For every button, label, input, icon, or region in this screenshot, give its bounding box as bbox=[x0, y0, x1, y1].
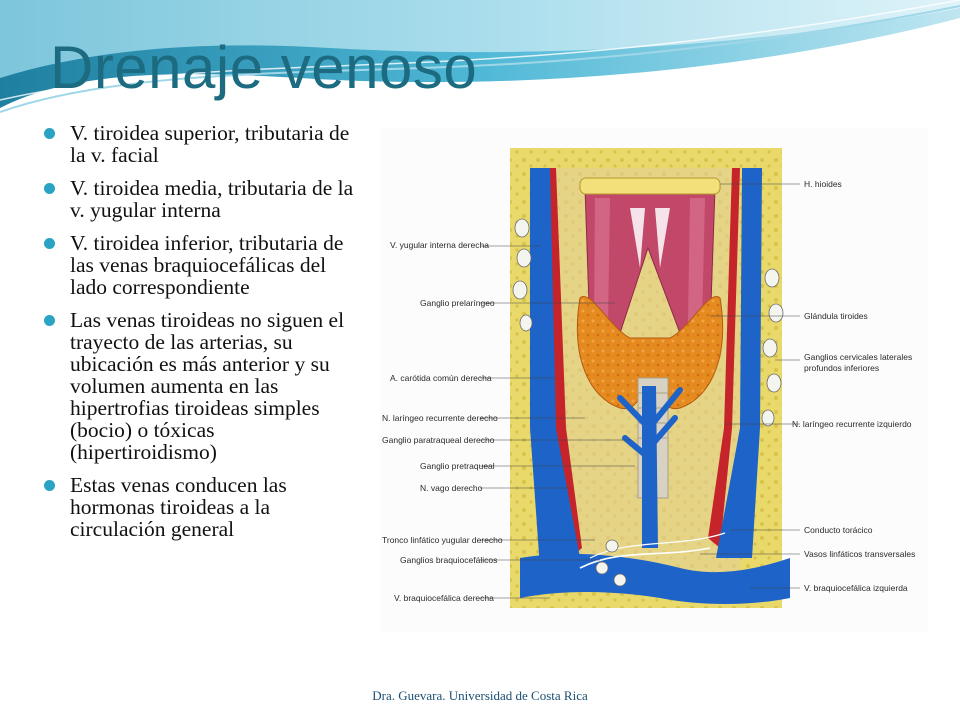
bullet-text: V. tiroidea media, tributaria de la v. yugular interna bbox=[70, 176, 354, 222]
bullet-icon bbox=[44, 238, 55, 249]
label-v-braquiocefalica-derecha: V. braquiocefálica derecha bbox=[394, 593, 494, 603]
bullet-text: Estas venas conducen las hormonas tiroideas a la circulación general bbox=[70, 473, 287, 541]
label-ganglios-cervicales-laterales: Ganglios cervicales laterales bbox=[804, 352, 913, 362]
bullet-text: V. tiroidea superior, tributaria de la v. facial bbox=[70, 121, 350, 167]
label-conducto-toracico: Conducto torácico bbox=[804, 525, 873, 535]
footer-credit: Dra. Guevara. Universidad de Costa Rica bbox=[372, 688, 588, 703]
label-ganglio-pretraqueal: Ganglio pretraqueal bbox=[420, 461, 495, 471]
label-v-braquiocefalica-izquierda: V. braquiocefálica izquierda bbox=[804, 583, 908, 593]
bullet-text: Las venas tiroideas no siguen el trayecto de las arterias, su ubicación es más anterior y su volumen aumenta en las hipertrofias tiroideas simples (bocio) o tóxicas (hipertiroidismo) bbox=[70, 308, 345, 464]
anatomy-illustration-svg bbox=[380, 128, 928, 632]
bullet-item bbox=[44, 309, 364, 463]
label-tronco-linfatico-yugular-derecho: Tronco linfático yugular derecho bbox=[382, 535, 503, 545]
label-vasos-linfaticos-transversales: Vasos linfáticos transversales bbox=[804, 549, 916, 559]
label-n-vago-derecho: N. vago derecho bbox=[420, 483, 483, 493]
bullet-item bbox=[44, 232, 364, 298]
bullet-item bbox=[44, 122, 364, 166]
bullet-icon bbox=[44, 315, 55, 326]
anatomy-illustration bbox=[380, 128, 928, 632]
slide-title: Drenaje venoso bbox=[50, 34, 478, 101]
label-ganglios-braquiocefalicos: Ganglios braquiocefálicos bbox=[400, 555, 498, 565]
bullet-item bbox=[44, 474, 364, 540]
bullet-icon bbox=[44, 480, 55, 491]
label-ganglio-paratraqueal-derecho: Ganglio paratraqueal derecho bbox=[382, 435, 495, 445]
bullet-icon bbox=[44, 183, 55, 194]
bullet-icon bbox=[44, 128, 55, 139]
label-n-laringeo-recurrente-derecho: N. laríngeo recurrente derecho bbox=[382, 413, 498, 423]
label-glandula-tiroides: Glándula tiroides bbox=[804, 311, 868, 321]
label-v-yugular-interna-derecha: V. yugular interna derecha bbox=[390, 240, 489, 250]
bullet-list bbox=[44, 122, 364, 551]
bullet-text: V. tiroidea inferior, tributaria de las venas braquiocefálicas del lado correspondiente bbox=[70, 231, 344, 299]
label-h-hioides: H. hioides bbox=[804, 179, 842, 189]
label-profundos-inferiores: profundos inferiores bbox=[804, 363, 880, 373]
label-ganglio-prelaringeo: Ganglio prelaríngeo bbox=[420, 298, 495, 308]
bullet-item bbox=[44, 177, 364, 221]
label-n-laringeo-recurrente-izquierdo: N. laríngeo recurrente izquierdo bbox=[792, 419, 912, 429]
label-a-carotida-comun-derecha: A. carótida común derecha bbox=[390, 373, 492, 383]
